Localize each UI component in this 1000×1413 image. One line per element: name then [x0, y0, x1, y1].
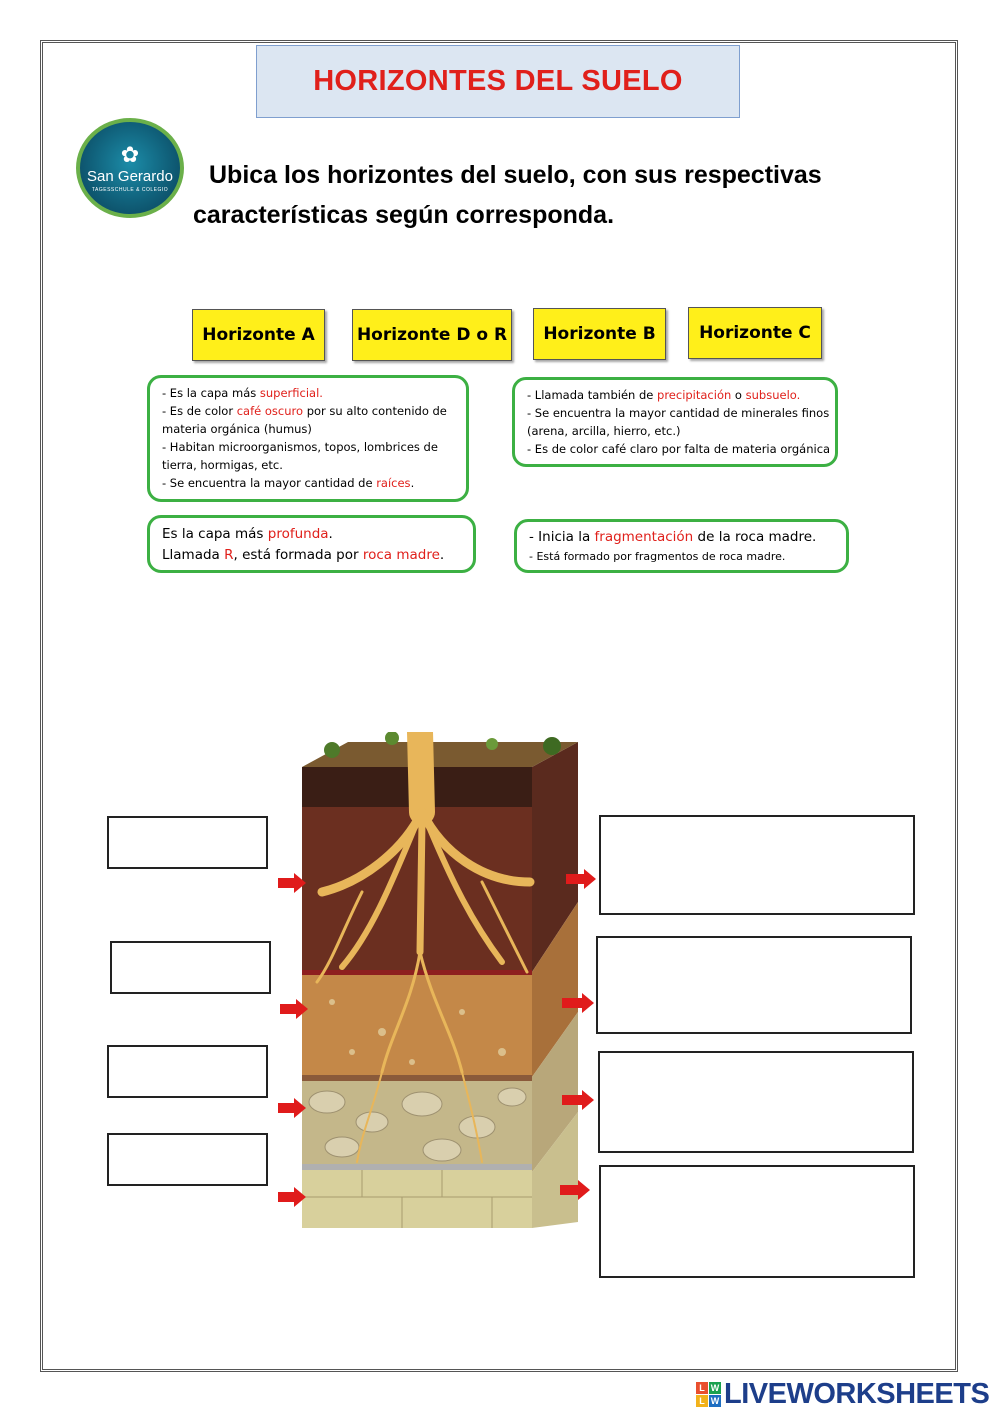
- description-horizonte-a[interactable]: - Es la capa más superficial. - Es de color café oscuro por su alto contenido de materia orgánica (humus) - Habitan microorganismos, topos, lombrices de tierra, hormigas, etc. - Se encuentra la mayor cantidad de raíces.: [147, 375, 469, 502]
- drop-zone-description-4[interactable]: [599, 1165, 915, 1278]
- soil-profile-illustration: [302, 732, 578, 1228]
- drop-zone-description-2[interactable]: [596, 936, 912, 1034]
- description-horizonte-r[interactable]: Es la capa más profunda. Llamada R, está formada por roca madre.: [147, 515, 476, 573]
- label-horizonte-c[interactable]: Horizonte C: [688, 307, 822, 359]
- liveworksheets-logo: [696, 1378, 989, 1410]
- label-horizonte-a[interactable]: Horizonte A: [192, 309, 325, 361]
- arrow-right-icon: [562, 993, 594, 1013]
- arrow-right-icon: [280, 999, 308, 1019]
- arrow-right-icon: [278, 1187, 306, 1207]
- page-title: HORIZONTES DEL SUELO: [313, 65, 683, 97]
- drop-zone-label-1[interactable]: [107, 816, 268, 869]
- drop-zone-label-3[interactable]: [107, 1045, 268, 1098]
- drop-zone-label-2[interactable]: [110, 941, 271, 994]
- description-horizonte-b[interactable]: - Llamada también de precipitación o subsuelo. - Se encuentra la mayor cantidad de minerales finos (arena, arcilla, hierro, etc.) - Es de color café claro por falta de materia orgánica: [512, 377, 838, 467]
- drop-zone-label-4[interactable]: [107, 1133, 268, 1186]
- drop-zone-description-3[interactable]: [598, 1051, 914, 1153]
- arrow-right-icon: [562, 1090, 594, 1110]
- title-banner: [256, 45, 740, 118]
- label-horizonte-b[interactable]: Horizonte B: [533, 308, 666, 360]
- arrow-right-icon: [560, 1180, 590, 1200]
- arrow-right-icon: [278, 1098, 306, 1118]
- instruction-line-2: características según corresponda.: [193, 201, 615, 229]
- liveworksheets-badge-icon: L W L W: [696, 1382, 721, 1407]
- arrow-right-icon: [278, 873, 306, 893]
- drop-zone-description-1[interactable]: [599, 815, 915, 915]
- logo-subtitle: TAGESSCHULE & COLEGIO: [91, 186, 169, 193]
- flower-icon: ✿: [120, 141, 140, 167]
- logo-name: San Gerardo: [87, 167, 173, 185]
- description-horizonte-c[interactable]: - Inicia la fragmentación de la roca madre. - Está formado por fragmentos de roca madre.: [514, 519, 849, 573]
- instruction-line-1: Ubica los horizontes del suelo, con sus respectivas: [209, 161, 822, 189]
- liveworksheets-brand: LIVEWORKSHEETS: [724, 1377, 990, 1410]
- instruction-text: [193, 155, 893, 235]
- label-horizonte-d-r[interactable]: Horizonte D o R: [352, 309, 512, 361]
- arrow-right-icon: [566, 869, 596, 889]
- school-logo: [76, 118, 184, 218]
